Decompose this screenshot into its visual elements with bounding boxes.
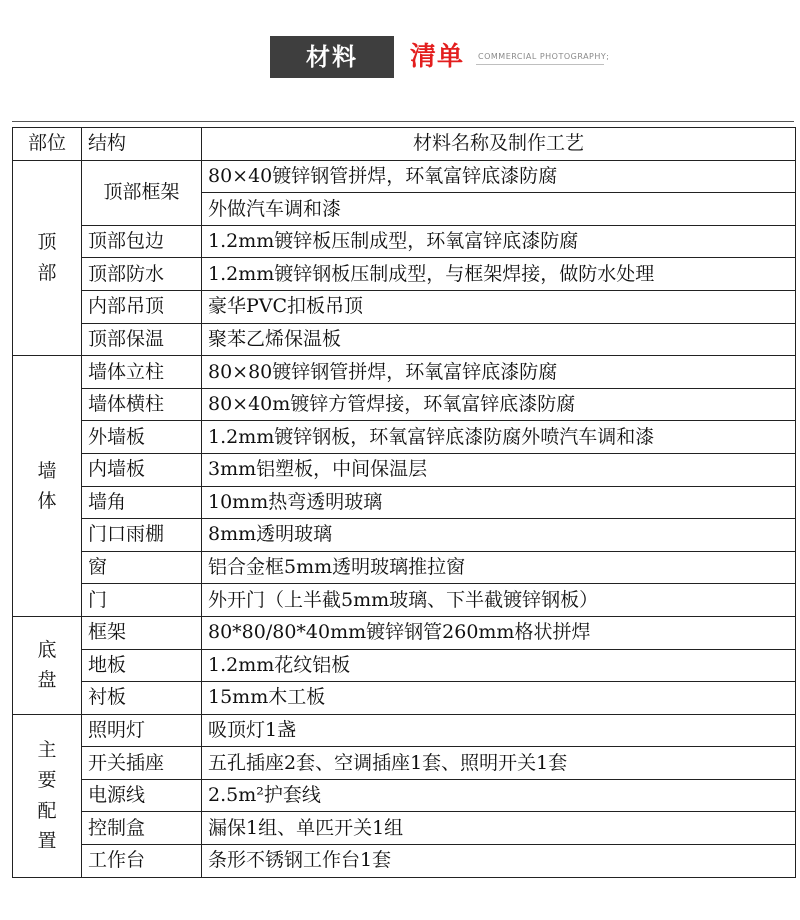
- header-cell-position: 部位: [13, 128, 82, 161]
- table-row: [13, 388, 796, 421]
- material-cell: 8mm透明玻璃: [202, 519, 796, 552]
- structure-cell: 墙体横柱: [82, 388, 202, 421]
- table-header-row: [13, 128, 796, 161]
- structure-cell: 内墙板: [82, 453, 202, 486]
- header-red-label: 清单: [410, 42, 465, 72]
- material-cell: 2.5m²护套线: [202, 779, 796, 812]
- structure-cell: 衬板: [82, 682, 202, 715]
- structure-cell: 照明灯: [82, 714, 202, 747]
- material-cell: 1.2mm镀锌钢板压制成型，与框架焊接，做防水处理: [202, 258, 796, 291]
- structure-cell: 框架: [82, 616, 202, 649]
- material-cell: 1.2mm镀锌板压制成型，环氧富锌底漆防腐: [202, 225, 796, 258]
- group-label: 底 盘: [13, 616, 82, 714]
- table-row: [13, 486, 796, 519]
- section-header: [270, 36, 670, 80]
- structure-cell: 工作台: [82, 845, 202, 878]
- header-subtitle: COMMERCIAL PHOTOGRAPHY;: [478, 52, 610, 61]
- material-cell: 80×40m镀锌方管焊接，环氧富锌底漆防腐: [202, 388, 796, 421]
- table-row: [13, 714, 796, 747]
- material-cell: 1.2mm花纹铝板: [202, 649, 796, 682]
- header-cell-structure: 结构: [82, 128, 202, 161]
- header-dark-label: 材料: [270, 36, 394, 78]
- material-cell: 条形不锈钢工作台1套: [202, 845, 796, 878]
- header-divider: [476, 64, 604, 65]
- structure-cell: 门口雨棚: [82, 519, 202, 552]
- material-cell: 漏保1组、单匹开关1组: [202, 812, 796, 845]
- structure-cell: 墙体立柱: [82, 356, 202, 389]
- table-row: [13, 453, 796, 486]
- material-cell: 80*80/80*40mm镀锌钢管260mm格状拼焊: [202, 616, 796, 649]
- material-cell: 五孔插座2套、空调插座1套、照明开关1套: [202, 747, 796, 780]
- structure-cell: 地板: [82, 649, 202, 682]
- structure-cell: 开关插座: [82, 747, 202, 780]
- table-row: [13, 779, 796, 812]
- table-row: [13, 356, 796, 389]
- table-row: [13, 225, 796, 258]
- structure-cell: 墙角: [82, 486, 202, 519]
- table-row: [13, 682, 796, 715]
- top-rule: [12, 121, 794, 122]
- material-cell: 外做汽车调和漆: [202, 193, 796, 226]
- material-cell: 10mm热弯透明玻璃: [202, 486, 796, 519]
- materials-table-body: [13, 128, 796, 878]
- material-cell: 聚苯乙烯保温板: [202, 323, 796, 356]
- header-cell-material: 材料名称及制作工艺: [202, 128, 796, 161]
- material-cell: 豪华PVC扣板吊顶: [202, 290, 796, 323]
- structure-cell: 内部吊顶: [82, 290, 202, 323]
- structure-cell: 顶部保温: [82, 323, 202, 356]
- structure-cell: 窗: [82, 551, 202, 584]
- table-row: [13, 421, 796, 454]
- table-row: [13, 747, 796, 780]
- structure-cell: 外墙板: [82, 421, 202, 454]
- material-cell: 3mm铝塑板，中间保温层: [202, 453, 796, 486]
- material-cell: 1.2mm镀锌钢板，环氧富锌底漆防腐外喷汽车调和漆: [202, 421, 796, 454]
- structure-cell: 控制盒: [82, 812, 202, 845]
- table-row: [13, 258, 796, 291]
- material-cell: 吸顶灯1盏: [202, 714, 796, 747]
- table-row: [13, 519, 796, 552]
- table-row: [13, 812, 796, 845]
- structure-cell: 顶部防水: [82, 258, 202, 291]
- structure-cell: 顶部框架: [82, 160, 202, 225]
- structure-cell: 顶部包边: [82, 225, 202, 258]
- table-row: [13, 551, 796, 584]
- material-cell: 外开门（上半截5mm玻璃、下半截镀锌钢板）: [202, 584, 796, 617]
- group-label: 主 要 配 置: [13, 714, 82, 877]
- table-row: [13, 323, 796, 356]
- table-row: [13, 616, 796, 649]
- material-cell: 铝合金框5mm透明玻璃推拉窗: [202, 551, 796, 584]
- group-label: 墙 体: [13, 356, 82, 617]
- table-row: [13, 584, 796, 617]
- structure-cell: 电源线: [82, 779, 202, 812]
- table-row: [13, 649, 796, 682]
- material-cell: 80×40镀锌钢管拼焊，环氧富锌底漆防腐: [202, 160, 796, 193]
- materials-table: [12, 127, 796, 878]
- material-cell: 15mm木工板: [202, 682, 796, 715]
- table-row: [13, 290, 796, 323]
- group-label: 顶 部: [13, 160, 82, 356]
- material-cell: 80×80镀锌钢管拼焊，环氧富锌底漆防腐: [202, 356, 796, 389]
- structure-cell: 门: [82, 584, 202, 617]
- table-row: [13, 160, 796, 193]
- table-row: [13, 845, 796, 878]
